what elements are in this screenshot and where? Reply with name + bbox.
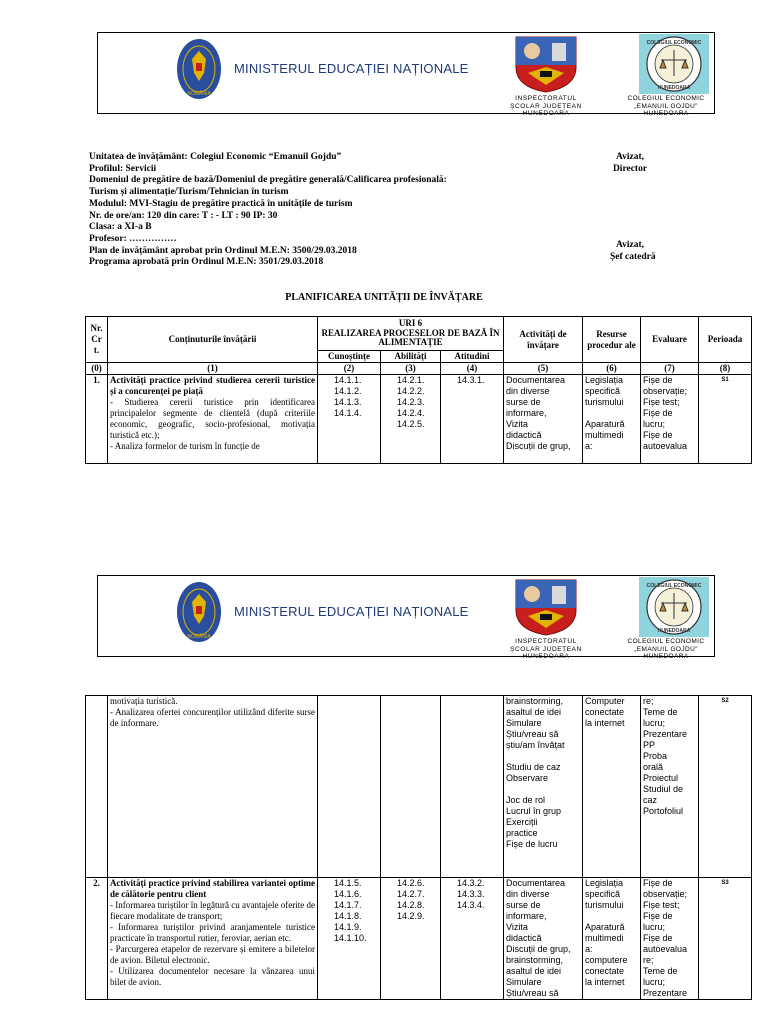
svg-text:HUNEDOARA: HUNEDOARA (657, 628, 691, 634)
code: 14.2.3. (397, 397, 425, 407)
code: 14.3.1. (457, 375, 485, 385)
row-title: Activități practice privind stabilirea variantei optime de călătorie pentru client (110, 878, 315, 899)
college-line-2: „EMANUIL GOJDU” (634, 102, 698, 110)
skill-codes-empty (381, 696, 441, 878)
resource: specifică (585, 889, 621, 899)
evaluation-item: Fișe de (643, 430, 673, 440)
resources-cell (583, 878, 641, 1000)
evaluation-item: lucru; (643, 718, 666, 728)
activity: Documentarea (506, 878, 566, 888)
isj-coat-of-arms-icon (514, 35, 578, 93)
evaluation-item: re; (643, 696, 654, 706)
meta-unit: Unitatea de învățământ: Colegiul Economic “Emanuil Gojdu” (89, 152, 342, 162)
activity: din diverse (506, 386, 550, 396)
evaluation-item: observație; (643, 386, 688, 396)
evaluation-item: PP (643, 740, 656, 750)
approval-head-of-dept (610, 240, 656, 263)
resource: a: (585, 441, 593, 451)
approval-director-role: Director (612, 163, 648, 174)
code: 14.1.6. (334, 889, 362, 899)
evaluation-item: Fișe de (643, 911, 673, 921)
activity: asaltul de idei (506, 707, 562, 717)
attitude-codes-empty (441, 696, 504, 878)
code: 14.2.6. (397, 878, 425, 888)
attitude-codes (441, 375, 504, 464)
college-line-3: HUNEDOARA (643, 653, 689, 660)
evaluation-cell (641, 878, 699, 1000)
isj-line-1: INSPECTORATUL (515, 638, 577, 645)
planning-table (85, 316, 752, 464)
row-number: 2. (86, 878, 108, 1000)
header-knowledge: Cunoștințe (318, 351, 381, 363)
code: 14.1.1. (334, 375, 362, 385)
colnum-2: (2) (318, 363, 381, 375)
romania-ministry-crest-icon (176, 37, 222, 101)
evaluation-item: Fișe de (643, 933, 673, 943)
activity: Știu/vreau să (506, 988, 559, 998)
code: 14.2.4. (397, 408, 425, 418)
evaluation-item: Fișe de (643, 878, 673, 888)
resource: la internet (585, 977, 625, 987)
code: 14.1.2. (334, 386, 362, 396)
evaluation-item: observație; (643, 889, 688, 899)
resource: conectate (585, 707, 625, 717)
approval-director (610, 152, 650, 175)
activity: știu/am învățat (506, 740, 565, 750)
isj-line-2: ȘCOLAR JUDEȚEAN (510, 645, 582, 653)
knowledge-codes-empty (318, 696, 381, 878)
evaluation-item: orală (643, 762, 664, 772)
activity: Vizita (506, 419, 528, 429)
svg-text:COLEGIUL ECONOMIC: COLEGIUL ECONOMIC (646, 583, 702, 589)
skill-codes (381, 375, 441, 464)
colnum-7: (7) (641, 363, 699, 375)
college-line-1: COLEGIUL ECONOMIC (627, 95, 705, 102)
meta-hours: Nr. de ore/an: 120 din care: T : - LT : 90 IP: 30 (89, 210, 278, 221)
period-cell: S2 (699, 696, 752, 878)
header-skills: Abilități (381, 351, 441, 363)
isj-label (500, 95, 592, 118)
row-content (108, 878, 318, 1000)
period-cell: S3 (699, 878, 752, 1000)
skill-codes (381, 878, 441, 1000)
evaluation-item: autoevalua (643, 944, 688, 954)
resource: conectate (585, 966, 625, 976)
evaluation-item: Fișe de (643, 408, 673, 418)
evaluation-item: Prezentare (643, 988, 688, 998)
document-title: PLANIFICAREA UNITĂȚII DE ÎNVĂȚARE (285, 292, 483, 303)
colnum-4: (4) (441, 363, 504, 375)
evaluation-item: Fișe test; (643, 900, 680, 910)
table-row (86, 878, 752, 1000)
code: 14.2.5. (397, 419, 425, 429)
colnum-6: (6) (583, 363, 641, 375)
code: 14.1.5. (334, 878, 362, 888)
activity: surse de (506, 397, 541, 407)
row-line: - Analiza formelor de turism în funcție de (110, 441, 260, 451)
evaluation-item: Fișe test; (643, 397, 680, 407)
code: 14.1.8. (334, 911, 362, 921)
isj-line-1: INSPECTORATUL (515, 95, 577, 102)
activity: din diverse (506, 889, 550, 899)
resource: turismului (585, 397, 624, 407)
knowledge-codes (318, 878, 381, 1000)
activity: Discuții de grup, (506, 441, 571, 451)
page-header (97, 32, 715, 117)
approval-head-role: Șef catedră (610, 251, 656, 262)
code: 14.2.9. (397, 911, 425, 921)
resource: a: (585, 944, 593, 954)
header-uri-subtitle: REALIZAREA PROCESELOR DE BAZĂ ÎN ALIMENTAȚIE (321, 327, 500, 348)
table-row (86, 375, 752, 464)
colnum-5: (5) (504, 363, 583, 375)
row-line: motivația turistică. (110, 696, 178, 706)
evaluation-item: Studiul de (643, 784, 684, 794)
document-metadata (89, 152, 447, 269)
romania-ministry-crest-icon (176, 580, 222, 644)
meta-qualification: Turism și alimentație/Turism/Tehnician în turism (89, 187, 289, 198)
row-content (108, 696, 318, 878)
header-attitudes: Atitudini (441, 351, 504, 363)
activity: Studiu de caz (506, 762, 561, 772)
colnum-0: (0) (86, 363, 108, 375)
header-resources: Resurse procedur ale (583, 317, 641, 363)
activity: didactică (506, 933, 542, 943)
evaluation-item: autoevalua (643, 441, 688, 451)
colnum-3: (3) (381, 363, 441, 375)
activity: Exerciții (506, 817, 538, 827)
resource: la internet (585, 718, 625, 728)
code: 14.1.4. (334, 408, 362, 418)
activities-cell (504, 696, 583, 878)
code: 14.3.3. (457, 889, 485, 899)
row-line: - Informarea turiștilor privind aranjamentele turistice practicate în transportul rutier, feroviar, aerian etc. (110, 922, 315, 943)
activity: surse de (506, 900, 541, 910)
college-logo-icon (639, 34, 709, 94)
code: 14.1.7. (334, 900, 362, 910)
colnum-1: (1) (108, 363, 318, 375)
activity: didactică (506, 430, 542, 440)
svg-text:ROMÂNIA: ROMÂNIA (187, 634, 211, 640)
resource: Aparatură (585, 922, 625, 932)
evaluation-item: Fișe de (643, 375, 673, 385)
meta-class: Clasa: a XI-a B (89, 222, 152, 233)
evaluation-item: re; (643, 955, 654, 965)
activity: Simulare (506, 718, 542, 728)
resource: multimedi (585, 933, 624, 943)
activity: Lucrul în grup (506, 806, 562, 816)
resource: Aparatură (585, 419, 625, 429)
approval-director-label: Avizat, (615, 152, 645, 162)
activity: practice (506, 828, 538, 838)
table-row (86, 696, 752, 878)
code: 14.1.9. (334, 922, 362, 932)
evaluation-item: Prezentare (643, 729, 688, 739)
activity: Documentarea (506, 375, 566, 385)
activity: informare, (506, 408, 547, 418)
activity: Joc de rol (506, 795, 546, 805)
activity: Știu/vreau să (506, 729, 559, 739)
attitude-codes (441, 878, 504, 1000)
resource: turismului (585, 900, 624, 910)
isj-line-3: HUNEDOARA (522, 653, 570, 660)
header-nr: Nr. Cr t. (86, 317, 108, 363)
colnum-8: (8) (699, 363, 752, 375)
evaluation-cell (641, 696, 699, 878)
meta-domain: Domeniul de pregătire de bază/Domeniul de pregătire generală/Calificarea profesională: (89, 175, 447, 186)
meta-module: Modulul: MVI-Stagiu de pregătire practică în unitățile de turism (89, 198, 353, 209)
code: 14.3.2. (457, 878, 485, 888)
activities-cell (504, 375, 583, 464)
resource: Legislația (585, 878, 624, 888)
evaluation-item: caz (643, 795, 658, 805)
code: 14.2.1. (397, 375, 425, 385)
evaluation-item: Teme de (643, 707, 678, 717)
evaluation-item: Proba (643, 751, 668, 761)
college-label-2 (616, 638, 716, 661)
column-number-row (86, 363, 752, 375)
row-line: - Utilizarea documentelor necesare la vânzarea unui bilet de avion. (110, 966, 315, 987)
resource: Legislația (585, 375, 624, 385)
evaluation-item: Portofoliul (643, 806, 684, 816)
header-content: Conținuturile învățării (108, 317, 318, 363)
code: 14.2.7. (397, 889, 425, 899)
evaluation-item: lucru; (643, 922, 666, 932)
activity: Discuții de grup, (506, 944, 571, 954)
isj-coat-of-arms-icon (514, 578, 578, 636)
college-line-3: HUNEDOARA (643, 110, 689, 117)
header-period: Perioada (699, 317, 752, 363)
row-content (108, 375, 318, 464)
activity: informare, (506, 911, 547, 921)
evaluation-item: Teme de (643, 966, 678, 976)
code: 14.2.2. (397, 386, 425, 396)
activity: Simulare (506, 977, 542, 987)
svg-text:ROMÂNIA: ROMÂNIA (187, 91, 211, 97)
ministry-title-2: MINISTERUL EDUCAȚIEI NAȚIONALE (234, 604, 469, 619)
row-number-empty (86, 696, 108, 878)
resources-cell (583, 696, 641, 878)
header-uri-title: URI 6 (398, 318, 423, 329)
document-page-1 (0, 0, 768, 500)
resource: computere (585, 955, 628, 965)
college-line-2: „EMANUIL GOJDU” (634, 645, 698, 653)
svg-text:COLEGIUL ECONOMIC: COLEGIUL ECONOMIC (646, 40, 702, 46)
document-page-2 (0, 575, 768, 1024)
row-title: Activități practice privind studierea cererii turistice și a concurenței pe piață (110, 375, 315, 396)
row-line: - Studierea cererii turistice prin identificarea principalelor segmente de clientelă (după criteriile economic, geografic, socio-profesional, motivația turistică etc.); (110, 397, 315, 440)
approval-head-label: Avizat, (615, 240, 645, 250)
header-evaluation: Evaluare (641, 317, 699, 363)
page-header-2 (97, 575, 715, 660)
resource: multimedi (585, 430, 624, 440)
activity: Vizita (506, 922, 528, 932)
activity: brainstorming, (506, 955, 564, 965)
activities-cell (504, 878, 583, 1000)
college-line-1: COLEGIUL ECONOMIC (627, 638, 705, 645)
evaluation-item: Proiectul (643, 773, 679, 783)
resource: specifică (585, 386, 621, 396)
ministry-title: MINISTERUL EDUCAȚIEI NAȚIONALE (234, 61, 469, 76)
evaluation-item: lucru; (643, 419, 666, 429)
activity: asaltul de idei (506, 966, 562, 976)
row-line: - Analizarea ofertei concurenților utilizând diferite surse de informare. (110, 707, 315, 728)
row-line: - Informarea turiștilor în legătură cu avantajele oferite de fiecare modalitate de transport; (110, 900, 315, 921)
header-activities: Activități de învățare (504, 317, 583, 363)
evaluation-cell (641, 375, 699, 464)
activity: Fișe de lucru (506, 839, 558, 849)
svg-text:HUNEDOARA: HUNEDOARA (657, 85, 691, 91)
isj-line-2: ȘCOLAR JUDEȚEAN (510, 102, 582, 110)
activity: brainstorming, (506, 696, 564, 706)
meta-teacher: Profesor: …………… (89, 233, 177, 244)
row-line: - Parcurgerea etapelor de rezervare și emitere a biletelor de avion. Biletul electronic. (110, 944, 315, 965)
knowledge-codes (318, 375, 381, 464)
code: 14.1.10. (334, 933, 367, 943)
header-uri (318, 317, 504, 351)
resource: Computer (585, 696, 625, 706)
planning-table-continued (85, 695, 752, 1000)
activity: Observare (506, 773, 549, 783)
meta-profile: Profilul: Servicii (89, 163, 157, 174)
isj-line-3: HUNEDOARA (522, 110, 570, 117)
isj-label-2 (500, 638, 592, 661)
resources-cell (583, 375, 641, 464)
row-number: 1. (86, 375, 108, 464)
period-cell: S1 (699, 375, 752, 464)
code: 14.2.8. (397, 900, 425, 910)
meta-program: Programa aprobată prin Ordinul M.E.N: 3501/29.03.2018 (89, 257, 324, 268)
evaluation-item: lucru; (643, 977, 666, 987)
code: 14.1.3. (334, 397, 362, 407)
college-logo-icon (639, 577, 709, 637)
meta-plan: Plan de învățământ aprobat prin Ordinul M.E.N: 3500/29.03.2018 (89, 245, 357, 256)
code: 14.3.4. (457, 900, 485, 910)
college-label (616, 95, 716, 118)
